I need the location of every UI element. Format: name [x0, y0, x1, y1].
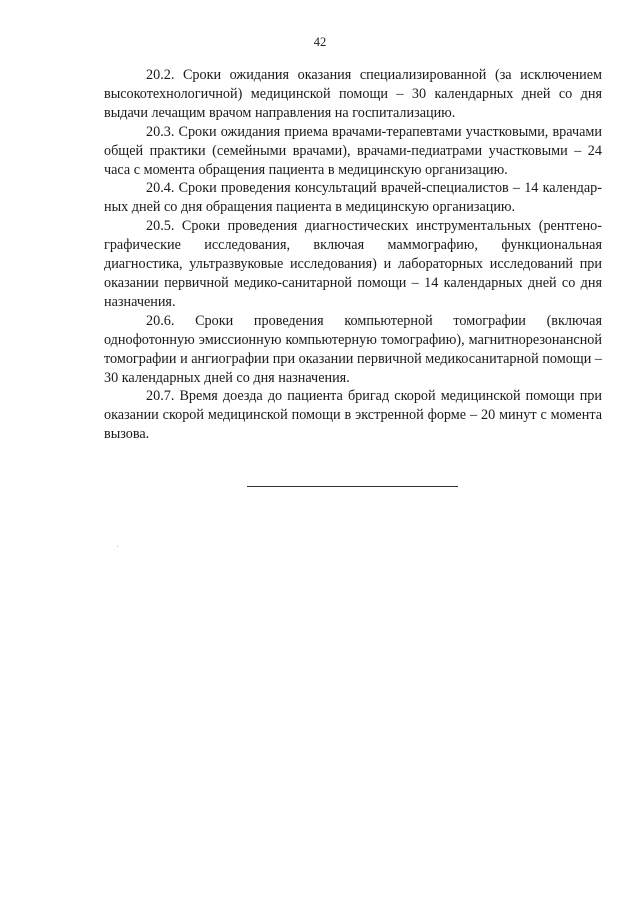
end-of-section-divider: [247, 486, 458, 487]
paragraph-20-7: 20.7. Время доезда до пациента бригад скорой медицинской помощи при оказании скорой медицинской помощи в экстренной форме – 20 минут с момента вызова.: [104, 388, 602, 443]
document-body: [104, 66, 602, 444]
paragraph-20-6: 20.6. Сроки проведения компьютерной томографии (включая однофотонную эмиссионную компьютерную томографию), магнитнорезонансной томографии и ангиографии при оказании первичной медикосанитарной помощи – 30 календарных дней со дня назначения.: [104, 312, 602, 386]
paragraph-20-2: 20.2. Сроки ожидания оказания специализированной (за исключением высокотехнологичной) медицинской помощи – 30 календарных дней со дня выдачи лечащим врачом направления на госпитализацию.: [104, 67, 602, 121]
paragraph-20-4: 20.4. Сроки проведения консультаций врачей-специалистов – 14 календарных дней со дня обращения пациента в медицинскую организацию.: [104, 180, 602, 216]
scan-speck: [117, 546, 118, 547]
paragraph-20-5: 20.5. Сроки проведения диагностических инструментальных (рентгенографические исследования, включая маммографию, функциональная диагностика, ультразвуковые исследования) и лабораторных исследований при оказании первичной медико-санитарной помощи – 14 календарных дней со дня назначения.: [104, 218, 602, 310]
page-number: 42: [313, 35, 327, 49]
paragraph-20-3: 20.3. Сроки ожидания приема врачами-терапевтами участковыми, врачами общей практики (семейными врачами), врачами-педиатрами участковыми – 24 часа с момента обращения пациента в медицинскую организацию.: [104, 123, 602, 178]
